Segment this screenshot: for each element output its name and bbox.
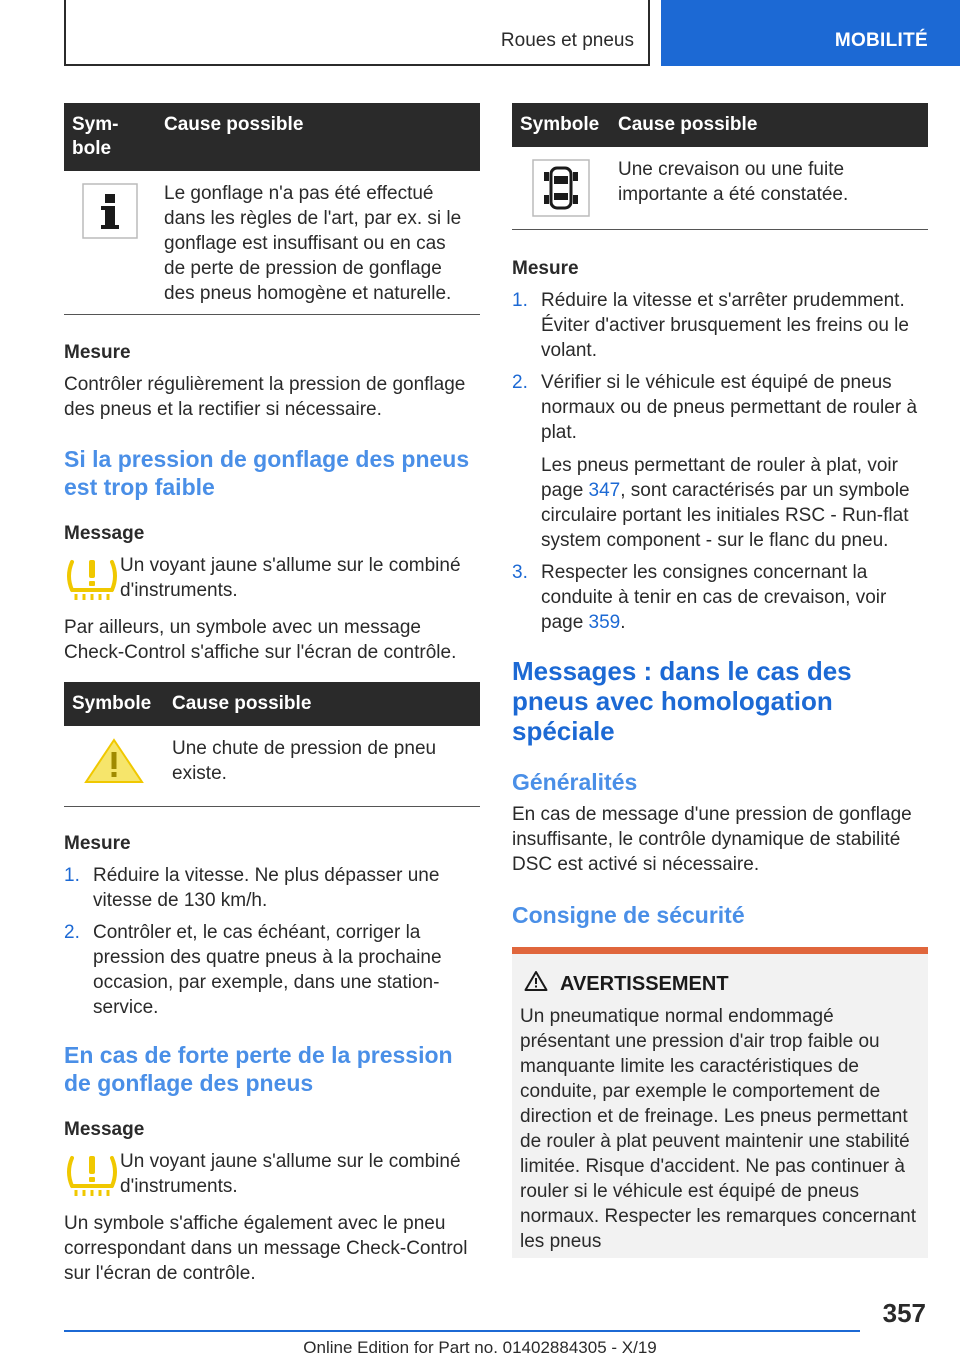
message-row — [64, 1149, 480, 1201]
message-text: Un voyant jaune s'allume sur le combiné d'instruments. — [120, 1151, 461, 1197]
list-item — [64, 863, 480, 913]
step-text: Vérifier si le véhicule est équipé de pneus normaux ou de pneus permettant de rouler à plat. — [541, 372, 918, 443]
message-row — [64, 553, 480, 605]
car-tire-icon — [520, 159, 602, 217]
list-item — [64, 920, 480, 1020]
list-item — [512, 370, 928, 553]
warning-text: Un pneumatique normal endommagé présentant une pression d'air trop faible ou manquante limite les caractéristiques de conduite, par exemple le comportement de direction et de freinage. Les pneus permettant de rouler à plat peuvent maintenir une stabilité limitée. Risque d'accident. Ne pas continuer à rouler si le véhicule est équipé de pneus normaux. Respecter les remarques concernant les pneus — [520, 1006, 917, 1252]
table-header-cause: Cause possible — [156, 103, 480, 171]
cause-text: Le gonflage n'a pas été effectué dans les règles de l'art, par ex. si le gonflage est insuffisant ou en cas de perte de pression de gonflage des pneus homogène et naturelle. — [156, 171, 480, 315]
section-heading: Consigne de sécurité — [512, 902, 745, 928]
step-note-text: , sont caractérisés par un symbole circulaire portant les initiales RSC - Run-flat system component - sur le flanc du pneu. — [541, 480, 910, 551]
chapter-heading: Messages : dans le cas des pneus avec homologation spéciale — [512, 656, 852, 746]
warning-triangle-icon — [72, 736, 156, 786]
section-heading: En cas de forte perte de la pression de gonflage des pneus — [64, 1042, 453, 1096]
step-number: 2. — [64, 922, 80, 943]
step-text: Contrôler et, le cas échéant, corriger la pression des quatre pneus à la prochaine occasion, par exemple, dans une station-service. — [93, 922, 442, 1018]
chapter-title: MOBILITÉ — [834, 30, 928, 51]
step-text: Réduire la vitesse. Ne plus dépasser une vitesse de 130 km/h. — [93, 865, 440, 911]
step-number: 1. — [64, 865, 80, 886]
step-number: 1. — [512, 290, 528, 311]
step-number: 2. — [512, 372, 528, 393]
chapter-tab — [661, 0, 960, 66]
tire-pressure-warning-icon — [64, 553, 120, 605]
message-label: Message — [64, 523, 145, 544]
step-text: Respecter les consignes concernant la conduite à tenir en cas de crevaison, voir page — [541, 562, 887, 633]
section-heading: Si la pression de gonflage des pneus est trop faible — [64, 446, 470, 500]
cause-text: Une chute de pression de pneu existe. — [164, 726, 480, 807]
info-icon — [72, 183, 148, 239]
mesure-label: Mesure — [512, 258, 579, 279]
mesure-steps — [512, 288, 928, 635]
table-header-cause: Cause possible — [164, 682, 480, 726]
mesure-label: Mesure — [64, 833, 131, 854]
step-text: Réduire la vitesse et s'arrêter prudemment. Éviter d'activer brusquement les freins ou le volant. — [541, 290, 909, 361]
page-header — [0, 0, 960, 66]
page-link-359[interactable]: 359 — [588, 612, 621, 633]
edition-text: Online Edition for Part no. 01402884305 - X/19 — [303, 1338, 657, 1357]
symbol-table-3 — [512, 103, 928, 230]
step-note — [541, 453, 928, 553]
table-header-symbol: Symbole — [512, 103, 610, 147]
symbol-table-2 — [64, 682, 480, 807]
page-number: 357 — [882, 1298, 926, 1328]
message-label: Message — [64, 1119, 145, 1140]
right-column — [512, 103, 928, 1258]
mesure-text: Contrôler régulièrement la pression de gonflage des pneus et la rectifier si nécessaire. — [64, 374, 466, 420]
list-item — [512, 560, 928, 635]
table-header-cause: Cause possible — [610, 103, 928, 147]
cause-text: Une crevaison ou une fuite importante a été constatée. — [610, 147, 928, 230]
warning-title: AVERTISSEMENT — [560, 972, 729, 995]
step-text: . — [620, 612, 626, 633]
message-text: Un voyant jaune s'allume sur le combiné d'instruments. — [120, 555, 461, 601]
tire-pressure-warning-icon — [64, 1149, 120, 1201]
mesure-steps — [64, 863, 480, 1020]
paragraph: Par ailleurs, un symbole avec un message Check-Control s'affiche sur l'écran de contrôle. — [64, 617, 457, 663]
step-note-text: Les pneus permettant de rouler à plat, voir page — [541, 455, 898, 501]
page-link-347[interactable]: 347 — [588, 480, 621, 501]
step-number: 3. — [512, 562, 528, 583]
footer-divider — [64, 1330, 860, 1332]
paragraph: Un symbole s'affiche également avec le pneu correspondant dans un message Check-Control sur l'écran de contrôle. — [64, 1213, 468, 1284]
section-heading: Généralités — [512, 769, 638, 795]
paragraph: En cas de message d'une pression de gonflage insuffisante, le contrôle dynamique de stabilité DSC est activé si nécessaire. — [512, 804, 912, 875]
mesure-label: Mesure — [64, 342, 131, 363]
warning-box — [512, 947, 928, 1258]
warning-triangle-icon — [524, 970, 548, 998]
section-title: Roues et pneus — [500, 30, 634, 51]
section-tab — [64, 0, 650, 66]
warning-header — [520, 970, 920, 998]
left-column — [64, 103, 480, 1286]
table-header-symbol: Symbole — [64, 682, 164, 726]
symbol-table-1 — [64, 103, 480, 315]
table-header-symbol: Sym- bole — [64, 103, 156, 171]
list-item — [512, 288, 928, 363]
